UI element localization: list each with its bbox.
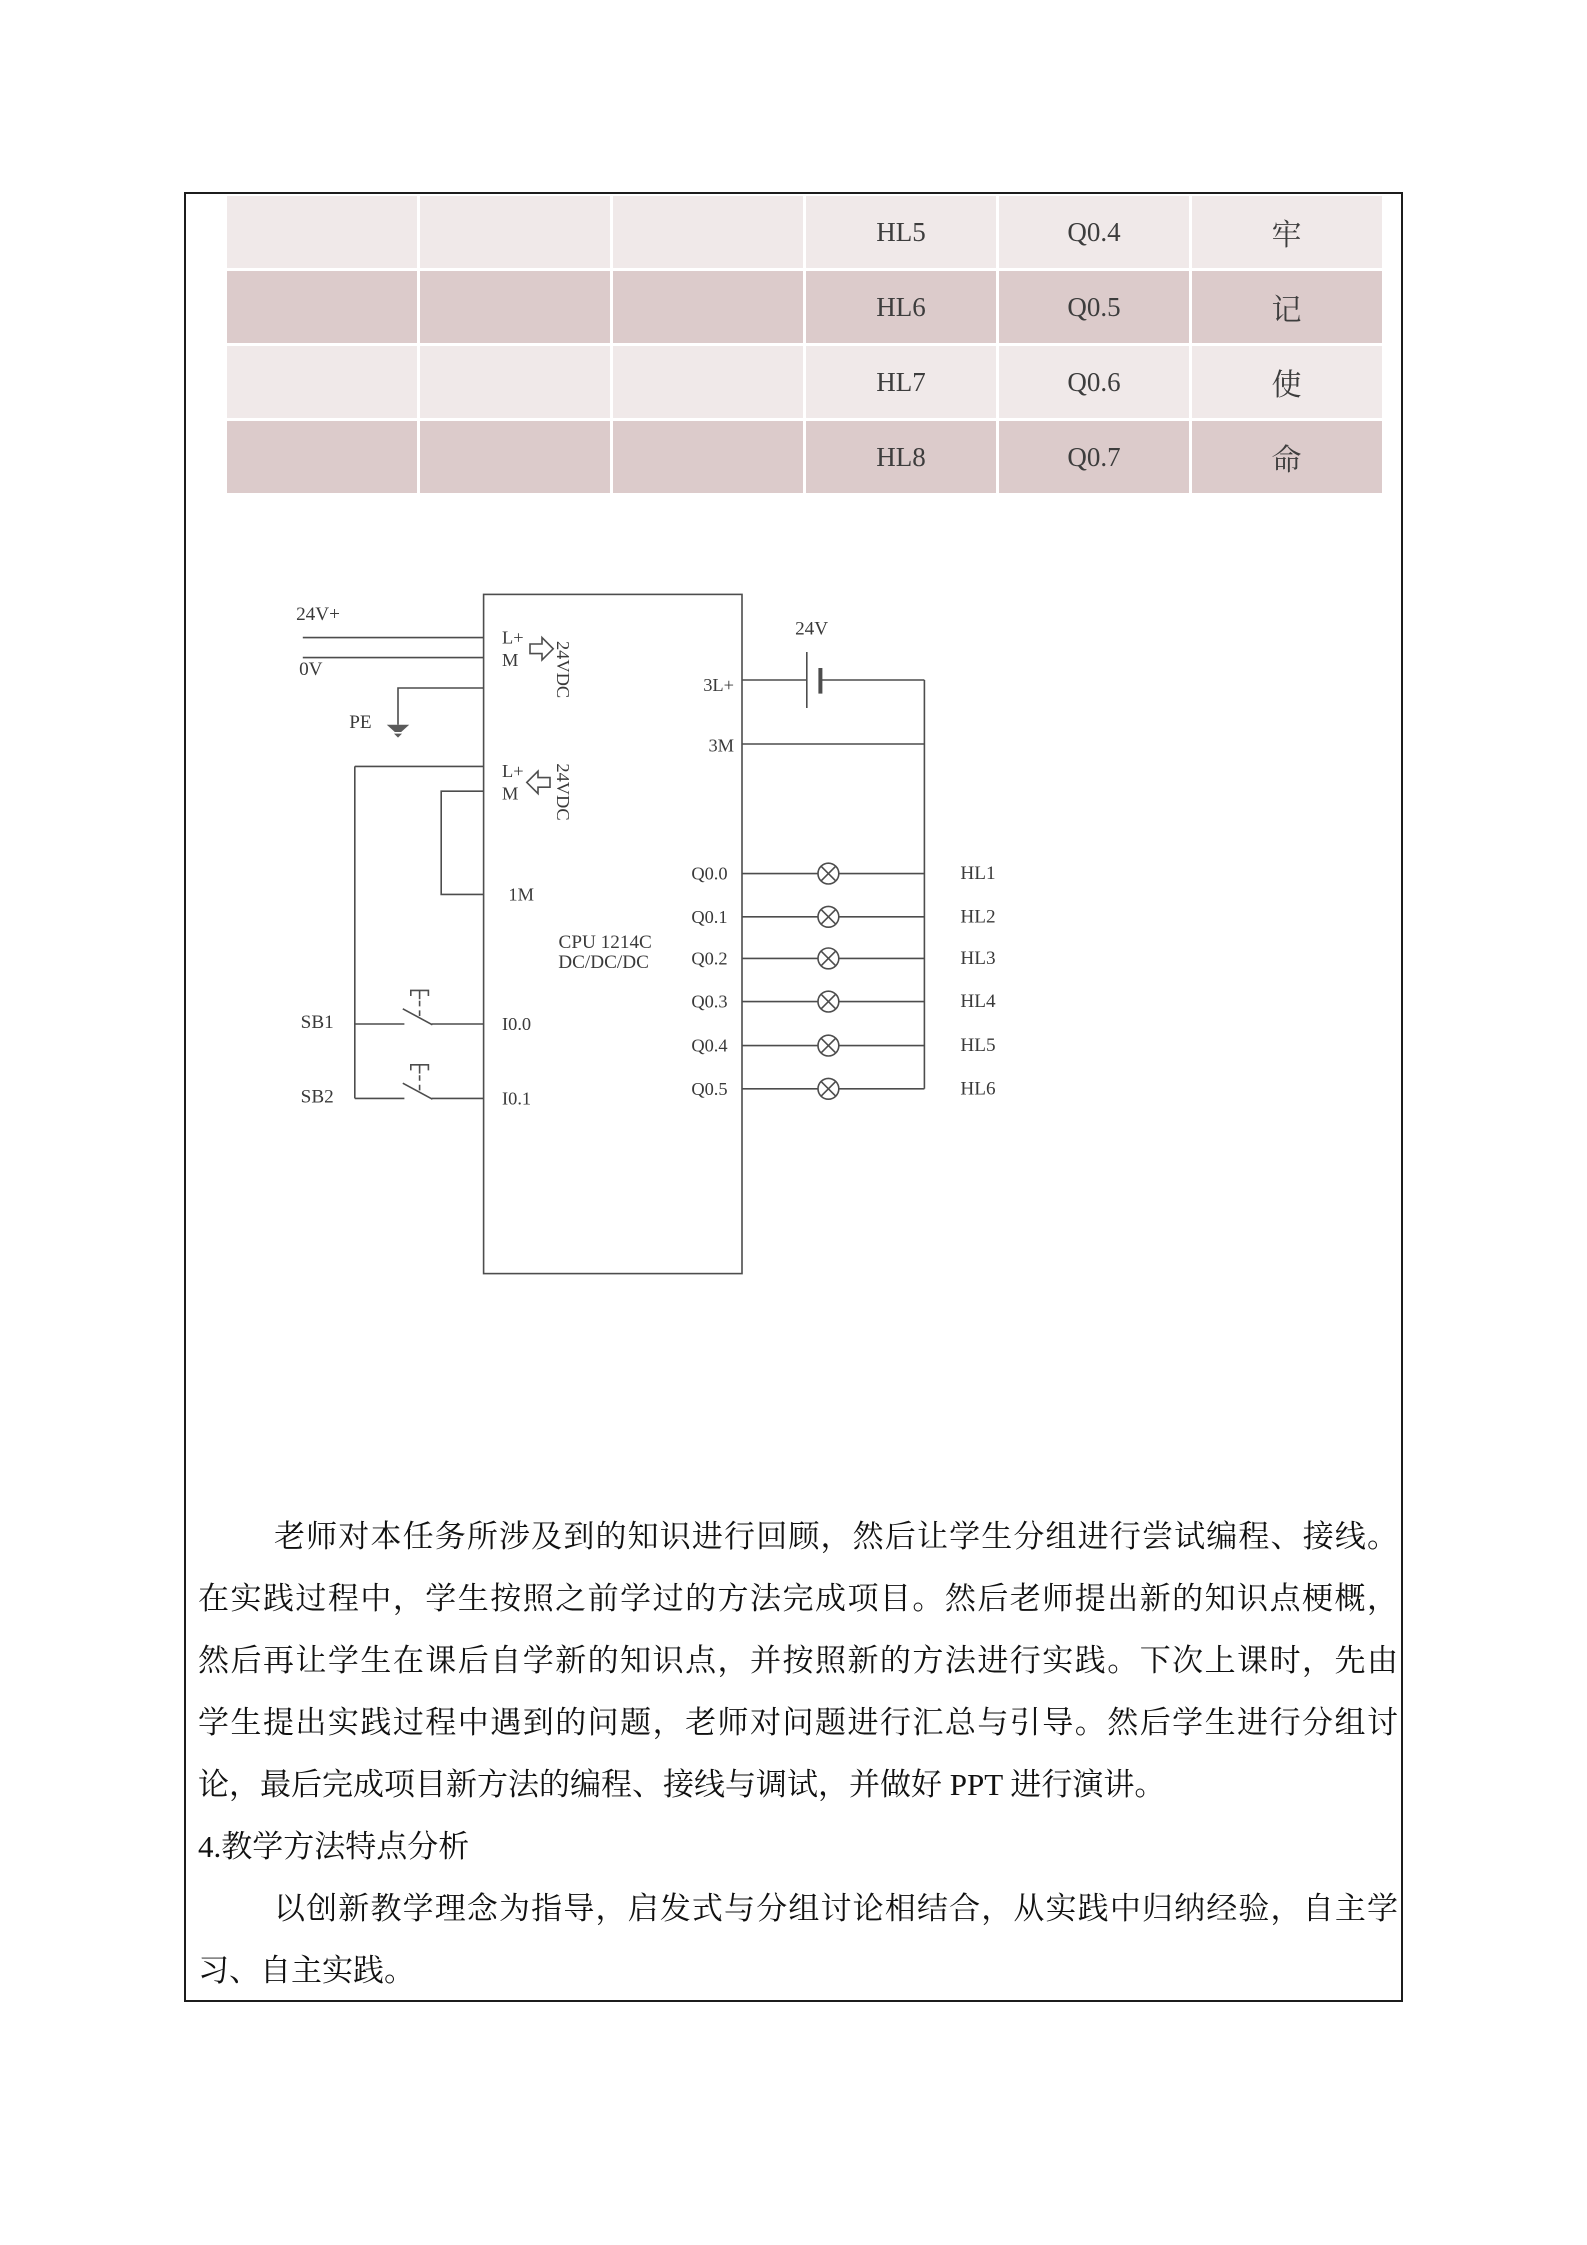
terminal-q00: Q0.0 <box>691 863 728 884</box>
terminal-3m: 3M <box>708 735 734 756</box>
output-row <box>742 991 924 1012</box>
battery-voltage-label: 24V <box>795 618 829 640</box>
table-cell-address: Q0.4 <box>999 196 1189 268</box>
paragraph-line: 习、自主实践。 <box>198 1953 415 1988</box>
table-cell-theme: 使 <box>1192 346 1382 418</box>
paragraph-line: 论，最后完成项目新方法的编程、接线与调试，并做好 PPT 进行演讲。 <box>198 1767 1166 1802</box>
table-cell-lamp: HL6 <box>806 271 996 343</box>
paragraph-line: 老师对本任务所涉及到的知识进行回顾，然后让学生分组进行尝试编程、接线。 <box>274 1519 1398 1554</box>
label-sb1: SB1 <box>300 1011 334 1033</box>
label-24vdc-2: 24VDC <box>552 763 573 821</box>
terminal-3lplus: 3L+ <box>703 674 734 695</box>
power-out-arrow-icon <box>527 771 550 793</box>
table-cell-address: Q0.5 <box>999 271 1189 343</box>
lamp-icon <box>818 1035 839 1056</box>
wire-m-to-1m <box>441 791 483 894</box>
table-cell-lamp: HL5 <box>806 196 996 268</box>
terminal-q05: Q0.5 <box>691 1078 728 1099</box>
label-hl6: HL6 <box>960 1078 996 1100</box>
label-sb2: SB2 <box>300 1086 334 1108</box>
output-row <box>742 1035 924 1056</box>
table-cell <box>613 346 803 418</box>
wire-pe <box>398 688 484 725</box>
output-row <box>742 1078 924 1099</box>
label-0v: 0V <box>299 659 323 681</box>
pushbutton-sb1-icon <box>355 990 484 1024</box>
label-hl1: HL1 <box>960 863 996 885</box>
section-heading: 4.教学方法特点分析 <box>198 1829 470 1864</box>
paragraph-line: 学生提出实践过程中遇到的问题，老师对问题进行汇总与引导。然后学生进行分组讨 <box>198 1705 1398 1740</box>
lamp-icon <box>818 906 839 927</box>
table-cell-theme: 记 <box>1192 271 1382 343</box>
table-cell-address: Q0.6 <box>999 346 1189 418</box>
table-cell <box>613 196 803 268</box>
table-cell <box>420 271 610 343</box>
terminal-i00: I0.0 <box>502 1014 532 1034</box>
table-cell-lamp: HL7 <box>806 346 996 418</box>
label-pe: PE <box>349 711 372 733</box>
table-cell <box>227 196 417 268</box>
table-cell <box>227 421 417 493</box>
table-cell <box>613 271 803 343</box>
terminal-m-1: M <box>502 650 519 670</box>
earth-ground-icon <box>394 734 402 738</box>
output-row <box>742 948 924 969</box>
label-24vdc-1: 24VDC <box>552 640 573 699</box>
table-cell-address: Q0.7 <box>999 421 1189 493</box>
label-hl5: HL5 <box>960 1035 996 1057</box>
terminal-1m: 1M <box>508 884 534 905</box>
lamp-icon <box>818 948 839 969</box>
label-24v-plus: 24V+ <box>296 603 340 625</box>
output-row <box>742 906 924 927</box>
table-cell <box>420 346 610 418</box>
table-cell <box>420 421 610 493</box>
table-cell-theme: 命 <box>1192 421 1382 493</box>
teaching-method-text <box>198 1506 1398 2002</box>
terminal-m-2: M <box>502 783 519 804</box>
paragraph-line: 以创新教学理念为指导，启发式与分组讨论相结合，从实践中归纳经验，自主学 <box>274 1891 1398 1926</box>
lamp-icon <box>818 991 839 1012</box>
terminal-lplus-2: L+ <box>502 761 524 782</box>
cpu-model-label: CPU 1214C <box>558 931 652 953</box>
terminal-q02: Q0.2 <box>691 948 728 969</box>
table-cell-theme: 牢 <box>1192 196 1382 268</box>
terminal-q01: Q0.1 <box>691 906 728 927</box>
table-cell-lamp: HL8 <box>806 421 996 493</box>
terminal-q03: Q0.3 <box>691 991 728 1012</box>
table-cell <box>613 421 803 493</box>
io-assignment-table <box>227 196 1382 493</box>
power-in-arrow-icon <box>530 638 553 660</box>
table-cell <box>420 196 610 268</box>
pushbutton-sb2-icon <box>355 1065 484 1099</box>
table-cell <box>227 346 417 418</box>
terminal-q04: Q0.4 <box>691 1035 728 1056</box>
output-row <box>742 863 924 884</box>
table-cell <box>227 271 417 343</box>
label-hl3: HL3 <box>960 947 996 969</box>
paragraph-line: 然后再让学生在课后自学新的知识点，并按照新的方法进行实践。下次上课时，先由 <box>198 1643 1398 1678</box>
earth-ground-icon <box>387 725 409 732</box>
plc-wiring-diagram <box>250 560 1250 1480</box>
lamp-icon <box>818 863 839 884</box>
cpu-type-label: DC/DC/DC <box>558 951 649 973</box>
lamp-icon <box>818 1078 839 1099</box>
label-hl4: HL4 <box>960 991 996 1013</box>
label-hl2: HL2 <box>960 906 996 928</box>
terminal-lplus-1: L+ <box>502 627 524 648</box>
paragraph-line: 在实践过程中，学生按照之前学过的方法完成项目。然后老师提出新的知识点梗概， <box>198 1581 1398 1616</box>
terminal-i01: I0.1 <box>502 1088 532 1109</box>
battery-icon <box>807 652 821 708</box>
